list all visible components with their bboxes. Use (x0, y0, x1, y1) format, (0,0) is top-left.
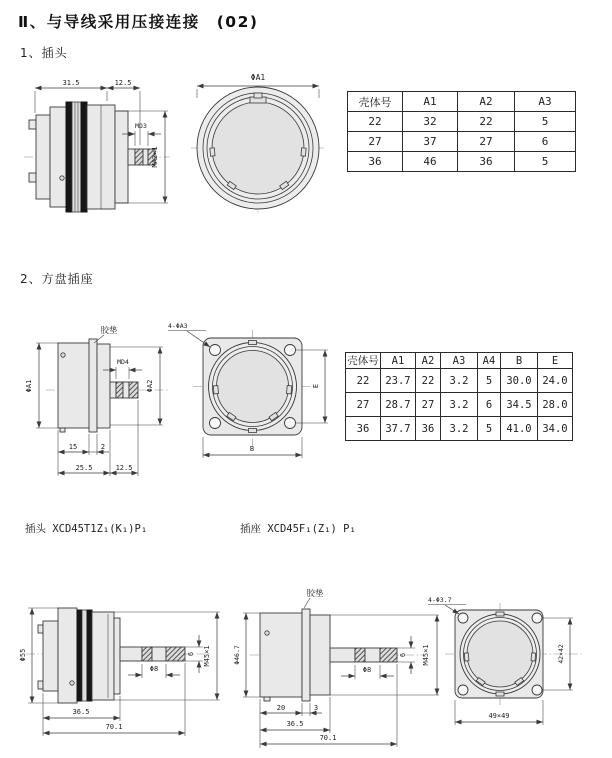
socket-tail-shaft (330, 648, 397, 662)
table-cell: 28.7 (381, 393, 416, 417)
table-cell: 24.0 (538, 369, 573, 393)
table-cell: 5 (515, 152, 576, 172)
dim-label-thread-length: 6 (399, 652, 407, 658)
table-cell: 27 (458, 132, 515, 152)
gasket-label: 胶垫 (100, 326, 118, 336)
corner-hole (532, 685, 542, 695)
table-header-cell: A3 (515, 92, 576, 112)
vent-hole (265, 631, 269, 635)
socket-spec-table (345, 352, 573, 441)
dim-label-outer-diameter: ΦA1 (250, 73, 266, 82)
table-header-cell: A2 (416, 353, 441, 369)
dim-label-body-length: 20 (276, 704, 286, 712)
corner-hole (210, 345, 221, 356)
dim-label-front-diameter: ΦA1 (25, 379, 33, 393)
socket-model-label: 插座 XCD45F₁(Z₁) P₁ (240, 523, 356, 535)
dim-label-mount-thread: M45×1 (422, 644, 430, 666)
section2-heading: 2、方盘插座 (20, 272, 94, 286)
dim-label-body-length: 36.5 (72, 708, 90, 716)
dim-label-flange-thickness: 2 (100, 443, 106, 451)
gasket-label: 胶垫 (306, 589, 324, 599)
table-header-cell: 壳体号 (346, 353, 381, 369)
dim-label-front-length: 36.5 (286, 720, 304, 728)
square-flange (455, 610, 543, 698)
table-cell: 34.5 (501, 393, 538, 417)
vent-hole (61, 353, 65, 357)
dim-label-front-length: 25.5 (75, 464, 93, 472)
dim-label-outer-diameter: Φ46.7 (233, 645, 241, 665)
plug-body (38, 608, 120, 703)
table-cell: 27 (416, 393, 441, 417)
table-cell: 37 (403, 132, 458, 152)
table-header-row (346, 353, 573, 369)
section1-heading: 1、插头 (20, 46, 68, 60)
dim-label-mount-diameter: ΦA2 (146, 379, 154, 393)
table-cell: 34.0 (538, 417, 573, 441)
gasket-leader-line (304, 598, 310, 608)
table-cell: 5 (478, 369, 501, 393)
dim-label-flange-thickness: 3 (313, 704, 319, 712)
table-cell: 23.7 (381, 369, 416, 393)
table-cell: 5 (478, 417, 501, 441)
socket-body (260, 609, 330, 701)
table-row (348, 152, 576, 172)
plug-tail-shaft (120, 647, 185, 661)
table-cell: 28.0 (538, 393, 573, 417)
plug-front-view-drawing (185, 60, 335, 228)
mounting-flange (302, 609, 310, 701)
dim-label-tail-thread: MD3 (135, 122, 147, 130)
table-header-row (348, 92, 576, 112)
plug-side-view-drawing (10, 75, 175, 225)
table-row (346, 369, 573, 393)
plug-model-label: 插头 XCD45T1Z₁(K₁)P₁ (25, 523, 148, 535)
holes-leader-line (445, 605, 459, 614)
xcd45-socket-front-view-drawing (425, 583, 610, 755)
table-header-cell: B (501, 353, 538, 369)
vent-hole (70, 681, 74, 685)
page-title: Ⅱ、与导线采用压接连接 (02) (18, 13, 259, 31)
vent-hole (60, 176, 64, 180)
table-header-cell: A3 (441, 353, 478, 369)
table-cell: 6 (478, 393, 501, 417)
table-header-cell: A2 (458, 92, 515, 112)
table-header-cell: A1 (381, 353, 416, 369)
table-row (346, 417, 573, 441)
table-cell: 46 (403, 152, 458, 172)
plug-face (197, 87, 319, 209)
dim-label-flange-size: B (249, 445, 255, 453)
corner-hole (285, 418, 296, 429)
table-cell: 36 (346, 417, 381, 441)
plug-body (29, 102, 128, 212)
dim-label-corner-holes: 4-ΦA3 (168, 322, 188, 330)
table-cell: 32 (403, 112, 458, 132)
table-cell: 22 (348, 112, 403, 132)
table-cell: 37.7 (381, 417, 416, 441)
table-cell: 41.0 (501, 417, 538, 441)
dim-label-total-length: 70.1 (319, 734, 337, 742)
dim-label-mount-thread: M45×1 (203, 645, 211, 667)
corner-hole (285, 345, 296, 356)
dim-label-tail-diameter: Φ8 (149, 665, 159, 673)
dim-label-hole-pitch: 42×42 (557, 644, 565, 664)
table-cell: 3.2 (441, 393, 478, 417)
table-header-cell: 壳体号 (348, 92, 403, 112)
dim-label-body-length: 15 (68, 443, 78, 451)
dim-label-outer-diameter: Φ55 (19, 648, 27, 662)
xcd45-plug-side-view-drawing (12, 583, 222, 755)
table-cell: 36 (348, 152, 403, 172)
table-cell: 27 (346, 393, 381, 417)
table-row (346, 393, 573, 417)
dim-label-tail-thread: MD4 (117, 358, 129, 366)
table-row (348, 112, 576, 132)
table-cell: 36 (458, 152, 515, 172)
table-header-cell: A4 (478, 353, 501, 369)
dim-label-rear-length: 12.5 (114, 79, 132, 87)
dim-label-rear-length: 12.5 (115, 464, 133, 472)
corner-hole (532, 613, 542, 623)
dim-label-thread-length: 6 (187, 651, 195, 657)
table-cell: 6 (515, 132, 576, 152)
dim-label-total-length: 70.1 (105, 723, 123, 731)
table-cell: 5 (515, 112, 576, 132)
table-cell: 30.0 (501, 369, 538, 393)
xcd45-socket-side-view-drawing (228, 583, 440, 755)
table-header-cell: A1 (403, 92, 458, 112)
dim-label-flange-size: 49×49 (488, 712, 510, 720)
socket-tail-shaft (110, 382, 138, 398)
corner-hole (458, 685, 468, 695)
corner-hole (458, 613, 468, 623)
corner-hole (210, 418, 221, 429)
dim-label-mount-thread: MA2×1 (151, 146, 159, 168)
socket-front-view-drawing (160, 318, 345, 478)
table-header-cell: E (538, 353, 573, 369)
dim-label-hole-pitch: E (312, 383, 320, 389)
table-cell: 22 (346, 369, 381, 393)
socket-body (58, 339, 110, 432)
mounting-flange (89, 339, 97, 432)
table-cell: 22 (458, 112, 515, 132)
dim-label-corner-holes: 4-Φ3.7 (428, 596, 452, 604)
table-cell: 3.2 (441, 417, 478, 441)
table-cell: 22 (416, 369, 441, 393)
square-flange (203, 338, 302, 435)
table-cell: 3.2 (441, 369, 478, 393)
dim-label-tail-diameter: Φ8 (362, 666, 372, 674)
plug-spec-table (347, 91, 576, 172)
dim-label-body-length: 31.5 (62, 79, 80, 87)
table-cell: 27 (348, 132, 403, 152)
table-row (348, 132, 576, 152)
table-cell: 36 (416, 417, 441, 441)
